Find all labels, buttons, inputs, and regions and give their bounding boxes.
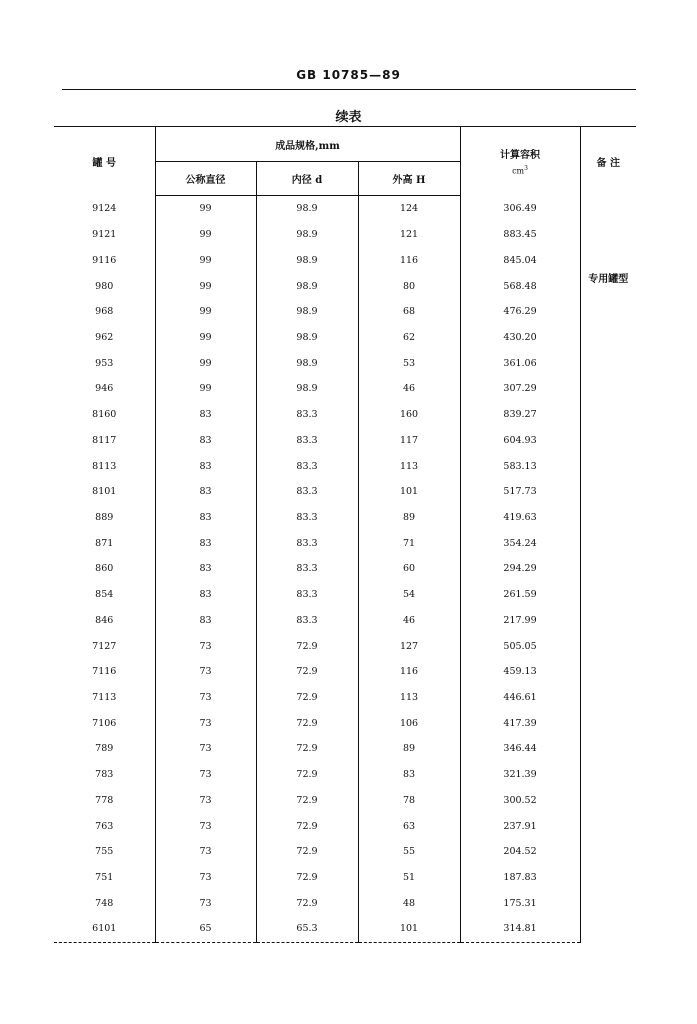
cell-inner-diameter: 98.9 — [256, 376, 358, 402]
table-row — [54, 685, 636, 711]
cell-outer-height: 54 — [358, 582, 460, 608]
cell-outer-height: 71 — [358, 530, 460, 556]
cell-can-no: 9124 — [92, 203, 117, 215]
cell-can-no: 7127 — [92, 640, 117, 652]
column-header-nominal-diameter: 公称直径 — [155, 162, 256, 196]
cell-inner-diameter: 98.9 — [256, 196, 358, 222]
table-row — [54, 273, 636, 299]
cell-nominal-diameter: 73 — [155, 890, 256, 916]
cell-volume: 217.99 — [460, 608, 580, 634]
cell-nominal-diameter: 73 — [155, 659, 256, 685]
cell-can-no: 889 — [95, 511, 114, 523]
cell-nominal-diameter: 73 — [155, 788, 256, 814]
cell-outer-height: 117 — [358, 427, 460, 453]
table-row — [54, 350, 636, 376]
cell-nominal-diameter: 99 — [155, 299, 256, 325]
cell-inner-diameter: 98.9 — [256, 299, 358, 325]
cell-outer-height: 101 — [358, 479, 460, 505]
cell-inner-diameter: 72.9 — [256, 813, 358, 839]
cell-inner-diameter: 98.9 — [256, 222, 358, 248]
column-header-volume — [460, 127, 580, 196]
cell-nominal-diameter: 99 — [155, 325, 256, 351]
cell-can-no: 755 — [95, 846, 114, 858]
column-header-remarks: 备 注 — [580, 127, 636, 196]
cell-volume: 300.52 — [460, 788, 580, 814]
cell-outer-height: 55 — [358, 839, 460, 865]
table-row — [54, 196, 636, 222]
table-row — [54, 402, 636, 428]
cell-inner-diameter: 72.9 — [256, 736, 358, 762]
cell-volume: 604.93 — [460, 427, 580, 453]
cell-can-no: 783 — [95, 769, 114, 781]
cell-volume: 307.29 — [460, 376, 580, 402]
cell-inner-diameter: 65.3 — [256, 916, 358, 942]
cell-inner-diameter: 98.9 — [256, 325, 358, 351]
cell-inner-diameter: 72.9 — [256, 865, 358, 891]
column-header-can-no: 罐 号 — [54, 127, 155, 196]
cell-volume: 517.73 — [460, 479, 580, 505]
table-row — [54, 376, 636, 402]
cell-can-no: 953 — [95, 357, 114, 369]
cell-nominal-diameter: 83 — [155, 427, 256, 453]
table-row — [54, 479, 636, 505]
cell-outer-height: 116 — [358, 659, 460, 685]
volume-label: 计算容积 — [500, 150, 541, 162]
cell-outer-height: 60 — [358, 556, 460, 582]
cell-inner-diameter: 98.9 — [256, 247, 358, 273]
cell-volume: 321.39 — [460, 762, 580, 788]
cell-volume: 175.31 — [460, 890, 580, 916]
cell-inner-diameter: 83.3 — [256, 556, 358, 582]
cell-can-no: 9116 — [92, 254, 117, 266]
cell-volume: 839.27 — [460, 402, 580, 428]
cell-nominal-diameter: 99 — [155, 376, 256, 402]
cell-nominal-diameter: 73 — [155, 736, 256, 762]
cell-volume: 294.29 — [460, 556, 580, 582]
can-size-table — [54, 126, 636, 943]
table-row — [54, 762, 636, 788]
volume-unit: $cm^3$ — [512, 165, 528, 177]
cell-inner-diameter: 83.3 — [256, 530, 358, 556]
cell-volume: 187.83 — [460, 865, 580, 891]
table-row — [54, 736, 636, 762]
cell-volume: 306.49 — [460, 196, 580, 222]
cell-nominal-diameter: 83 — [155, 505, 256, 531]
cell-outer-height: 68 — [358, 299, 460, 325]
table-row — [54, 865, 636, 891]
table-row — [54, 299, 636, 325]
cell-volume: 430.20 — [460, 325, 580, 351]
table-row — [54, 839, 636, 865]
cell-outer-height: 63 — [358, 813, 460, 839]
table-row — [54, 659, 636, 685]
table-row — [54, 608, 636, 634]
cell-can-no: 7116 — [92, 666, 117, 678]
cell-outer-height: 80 — [358, 273, 460, 299]
cell-can-no: 8160 — [92, 409, 117, 421]
column-header-outer-height: 外高 H — [358, 162, 460, 196]
cell-volume: 568.48 — [460, 273, 580, 299]
cell-inner-diameter: 72.9 — [256, 659, 358, 685]
cell-nominal-diameter: 99 — [155, 222, 256, 248]
table-body — [54, 196, 636, 943]
table-row — [54, 247, 636, 273]
cell-remarks: 专用罐型 — [580, 196, 636, 943]
cell-nominal-diameter: 73 — [155, 633, 256, 659]
cell-nominal-diameter: 99 — [155, 350, 256, 376]
cell-can-no: 751 — [95, 872, 114, 884]
cell-nominal-diameter: 73 — [155, 813, 256, 839]
table-row — [54, 788, 636, 814]
cell-can-no: 946 — [95, 383, 114, 395]
cell-volume: 261.59 — [460, 582, 580, 608]
table-row — [54, 427, 636, 453]
cell-volume: 417.39 — [460, 710, 580, 736]
cell-nominal-diameter: 73 — [155, 685, 256, 711]
cell-can-no: 962 — [95, 331, 114, 343]
cell-outer-height: 113 — [358, 685, 460, 711]
cell-inner-diameter: 83.3 — [256, 453, 358, 479]
cell-volume: 883.45 — [460, 222, 580, 248]
cell-outer-height: 116 — [358, 247, 460, 273]
cell-outer-height: 121 — [358, 222, 460, 248]
cell-nominal-diameter: 73 — [155, 762, 256, 788]
cell-can-no: 778 — [95, 794, 114, 806]
cell-can-no: 748 — [95, 897, 114, 909]
header-rule — [62, 89, 636, 90]
cell-nominal-diameter: 83 — [155, 556, 256, 582]
cell-nominal-diameter: 99 — [155, 196, 256, 222]
cell-inner-diameter: 83.3 — [256, 427, 358, 453]
cell-outer-height: 89 — [358, 736, 460, 762]
cell-can-no: 8117 — [92, 434, 117, 446]
table-row — [54, 556, 636, 582]
cell-nominal-diameter: 73 — [155, 865, 256, 891]
cell-inner-diameter: 72.9 — [256, 890, 358, 916]
cell-outer-height: 106 — [358, 710, 460, 736]
cell-volume: 446.61 — [460, 685, 580, 711]
table-row — [54, 582, 636, 608]
table-row — [54, 453, 636, 479]
table-title: 续表 — [335, 110, 362, 125]
cell-inner-diameter: 83.3 — [256, 582, 358, 608]
cell-outer-height: 53 — [358, 350, 460, 376]
cell-inner-diameter: 72.9 — [256, 710, 358, 736]
table-row — [54, 325, 636, 351]
table-row — [54, 916, 636, 942]
cell-volume: 459.13 — [460, 659, 580, 685]
standard-code: GB 10785—89 — [296, 68, 401, 82]
cell-outer-height: 124 — [358, 196, 460, 222]
cell-outer-height: 83 — [358, 762, 460, 788]
table-row — [54, 813, 636, 839]
cell-inner-diameter: 83.3 — [256, 505, 358, 531]
cell-can-no: 8101 — [92, 486, 117, 498]
cell-nominal-diameter: 83 — [155, 402, 256, 428]
column-header-inner-diameter: 内径 d — [256, 162, 358, 196]
cell-can-no: 8113 — [92, 460, 117, 472]
cell-outer-height: 101 — [358, 916, 460, 942]
cell-inner-diameter: 83.3 — [256, 402, 358, 428]
cell-volume: 583.13 — [460, 453, 580, 479]
table-row — [54, 633, 636, 659]
cell-volume: 354.24 — [460, 530, 580, 556]
cell-can-no: 871 — [95, 537, 114, 549]
cell-nominal-diameter: 83 — [155, 608, 256, 634]
cell-nominal-diameter: 83 — [155, 530, 256, 556]
cell-volume: 314.81 — [460, 916, 580, 942]
cell-can-no: 7106 — [92, 717, 117, 729]
cell-inner-diameter: 98.9 — [256, 273, 358, 299]
cell-can-no: 789 — [95, 743, 114, 755]
cell-volume: 419.63 — [460, 505, 580, 531]
cell-inner-diameter: 72.9 — [256, 762, 358, 788]
cell-volume: 346.44 — [460, 736, 580, 762]
cell-inner-diameter: 83.3 — [256, 608, 358, 634]
cell-nominal-diameter: 99 — [155, 273, 256, 299]
cell-nominal-diameter: 65 — [155, 916, 256, 942]
cell-inner-diameter: 98.9 — [256, 350, 358, 376]
cell-outer-height: 160 — [358, 402, 460, 428]
table-row — [54, 710, 636, 736]
cell-can-no: 968 — [95, 306, 114, 318]
cell-outer-height: 46 — [358, 376, 460, 402]
table-row — [54, 890, 636, 916]
table-row — [54, 222, 636, 248]
column-header-spec-group: 成品规格,mm — [155, 127, 460, 162]
cell-volume: 476.29 — [460, 299, 580, 325]
cell-outer-height: 46 — [358, 608, 460, 634]
cell-volume: 361.06 — [460, 350, 580, 376]
cell-inner-diameter: 72.9 — [256, 685, 358, 711]
cell-volume: 237.91 — [460, 813, 580, 839]
cell-can-no: 6101 — [54, 916, 155, 942]
cell-outer-height: 89 — [358, 505, 460, 531]
cell-can-no: 763 — [95, 820, 114, 832]
table-row — [54, 530, 636, 556]
cell-can-no: 860 — [95, 563, 114, 575]
cell-inner-diameter: 83.3 — [256, 479, 358, 505]
cell-nominal-diameter: 83 — [155, 582, 256, 608]
cell-outer-height: 51 — [358, 865, 460, 891]
cell-can-no: 854 — [95, 589, 114, 601]
cell-nominal-diameter: 73 — [155, 839, 256, 865]
cell-inner-diameter: 72.9 — [256, 788, 358, 814]
cell-volume: 204.52 — [460, 839, 580, 865]
cell-outer-height: 127 — [358, 633, 460, 659]
cell-nominal-diameter: 83 — [155, 453, 256, 479]
cell-volume: 845.04 — [460, 247, 580, 273]
cell-outer-height: 78 — [358, 788, 460, 814]
cell-inner-diameter: 72.9 — [256, 633, 358, 659]
cell-can-no: 980 — [95, 280, 114, 292]
cell-outer-height: 48 — [358, 890, 460, 916]
cell-outer-height: 62 — [358, 325, 460, 351]
cell-outer-height: 113 — [358, 453, 460, 479]
cell-nominal-diameter: 99 — [155, 247, 256, 273]
cell-nominal-diameter: 73 — [155, 710, 256, 736]
cell-nominal-diameter: 83 — [155, 479, 256, 505]
cell-volume: 505.05 — [460, 633, 580, 659]
cell-can-no: 846 — [95, 614, 114, 626]
cell-can-no: 9121 — [92, 229, 117, 241]
cell-inner-diameter: 72.9 — [256, 839, 358, 865]
table-row — [54, 505, 636, 531]
cell-can-no: 7113 — [92, 692, 117, 704]
